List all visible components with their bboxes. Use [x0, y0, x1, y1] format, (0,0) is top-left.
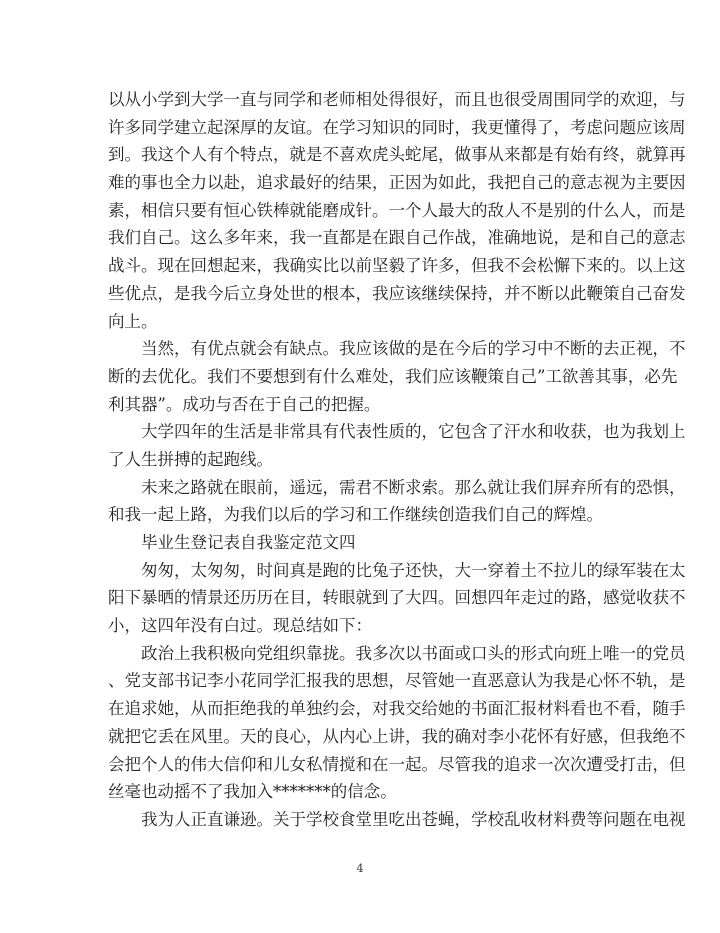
paragraph	[108, 557, 686, 640]
text-line: 我为人正直谦逊。关于学校食堂里吃出苍蝇，学校乱收材料费等问题在电视	[141, 809, 686, 829]
text-line: 素，相信只要有恒心铁棒就能磨成针。一个人最大的敌人不是别的什么人，而是	[108, 200, 686, 220]
text-line: 了人生拼搏的起跑线。	[108, 449, 273, 469]
paragraph	[108, 335, 686, 418]
text-line: 战斗。现在回想起来，我确实比以前坚毅了许多，但我不会松懈下来的。以上这	[108, 256, 686, 276]
text-line: 和我一起上路，为我们以后的学习和工作继续创造我们自己的辉煌。	[108, 505, 603, 525]
paragraph	[108, 474, 686, 529]
paragraph	[108, 806, 686, 834]
paragraph	[108, 529, 614, 557]
text-line: 就把它丢在风里。天的良心，从内心上讲，我的确对李小花怀有好感，但我绝不	[108, 726, 686, 746]
text-line: 以从小学到大学一直与同学和老师相处得很好，而且也很受周围同学的欢迎，与	[108, 90, 686, 109]
text-line: 向上。	[108, 311, 158, 331]
text-line: 大学四年的生活是非常具有代表性质的，它包含了汗水和收获，也为我划上	[141, 422, 686, 442]
text-line: 毕业生登记表自我鉴定范文四	[141, 533, 356, 552]
text-line: 阳下暴晒的情景还历历在目，转眼就到了大四。回想四年走过的路，感觉收获不	[108, 588, 686, 608]
text-line: 丝毫也动摇不了我加入*******的信念。	[108, 782, 397, 802]
paragraph	[108, 418, 686, 473]
text-line: 匆匆，太匆匆，时间真是跑的比兔子还快，大一穿着土不拉儿的绿军装在太	[141, 560, 686, 580]
document-body	[108, 86, 686, 834]
text-line: 断的去优化。我们不要想到有什么难处，我们应该鞭策自己”工欲善其事，必先	[108, 366, 678, 386]
text-line: 、党支部书记李小花同学汇报我的思想，尽管她一直恶意认为我是心怀不轨，是	[108, 671, 686, 691]
text-line: 未来之路就在眼前，遥远，需君不断求索。那么就让我们屏弃所有的恐惧，	[141, 477, 686, 497]
text-line: 当然，有优点就会有缺点。我应该做的是在今后的学习中不断的去正视，不	[141, 339, 686, 359]
paragraph	[108, 86, 686, 335]
text-line: 在追求她，从而拒绝我的单独约会，对我交给她的书面汇报材料看也不看，随手	[108, 699, 686, 719]
text-line: 政治上我积极向党组织靠拢。我多次以书面或口头的形式向班上唯一的党员	[141, 643, 686, 663]
text-line: 到。我这个人有个特点，就是不喜欢虎头蛇尾，做事从来都是有始有终，就算再	[108, 145, 686, 165]
text-line: 小，这四年没有白过。现总结如下：	[108, 616, 372, 636]
text-line: 利其器”。成功与否在于自己的把握。	[108, 394, 381, 414]
page-number: 4	[356, 862, 364, 875]
paragraph	[108, 640, 686, 806]
text-line: 会把个人的伟大信仰和儿女私情搅和在一起。尽管我的追求一次次遭受打击，但	[108, 754, 686, 774]
text-line: 难的事也全力以赴，追求最好的结果，正因为如此，我把自己的意志视为主要因	[108, 173, 686, 193]
text-line: 些优点，是我今后立身处世的根本，我应该继续保持，并不断以此鞭策自己奋发	[108, 283, 686, 303]
text-line: 许多同学建立起深厚的友谊。在学习知识的同时，我更懂得了，考虑问题应该周	[108, 117, 686, 137]
text-line: 我们自己。这么多年来，我一直都是在跟自己作战，准确地说，是和自己的意志	[108, 228, 686, 248]
